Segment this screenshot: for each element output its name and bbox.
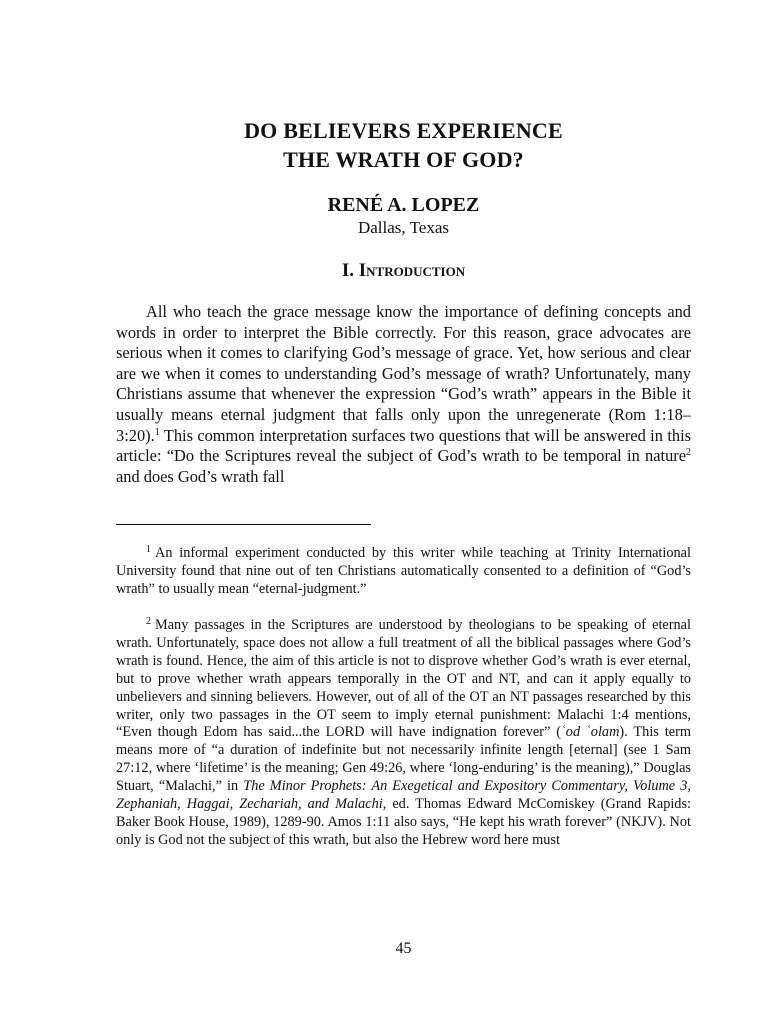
footnote-ref-1[interactable]: 1 — [154, 426, 160, 438]
body-text-part-3: and does God’s wrath fall — [116, 466, 285, 486]
article-title — [116, 116, 691, 174]
footnote-divider — [116, 524, 371, 525]
section-heading — [116, 259, 691, 283]
footnote-2-text-c: , ed. Thomas Edward McComiskey (Grand Rapids: Baker Book House, 1989), 1289-90. Amos 1:11 also says, “He kept his wrath forever” (NKJV). Not only is God not the subject of this wrath, but also the Hebrew word here must — [116, 796, 691, 848]
title-line-1: DO BELIEVERS EXPERIENCE — [244, 118, 563, 143]
footnote-2 — [116, 617, 691, 850]
footnote-1 — [116, 545, 691, 599]
body-text-part-1: All who teach the grace message know the importance of defining concepts and words in order to interpret the Bible correctly. For this reason, grace advocates are serious when it comes to clarifying God’s message of grace. Yet, how serious and clear are we when it comes to understanding God’s message of wrath? Unfortunately, many Christians assume that whenever the expression “God’s wrath” appears in the Bible it usually means eternal judgment that falls only upon the unregenerate (Rom 1:18–3:20). — [116, 302, 691, 445]
footnote-ref-2[interactable]: 2 — [686, 447, 691, 459]
page-number: 45 — [395, 940, 412, 957]
body-text-part-2: This common interpretation surfaces two questions that will be answered in this article: “Do the Scriptures reveal the subject of God’s wrath to be temporal in nature — [116, 425, 691, 466]
footnote-1-text: An informal experiment conducted by this writer while teaching at Trinity International University found that nine out of ten Christians automatically consented to a definition of “God’s wrath” to usually mean “eternal-judgment.” — [116, 545, 691, 597]
section-title: Introduction — [358, 260, 466, 281]
section-number: I. — [341, 260, 359, 281]
body-paragraph — [116, 302, 691, 487]
footnote-1-number: 1 — [146, 544, 151, 555]
author-location: Dallas, Texas — [357, 218, 450, 237]
title-line-2: THE WRATH OF GOD? — [283, 147, 524, 172]
footnote-2-hebrew-term: ʿod ʿolam — [561, 724, 620, 741]
footnote-2-book-title: The Minor Prophets: An Exegetical and Expository Commentary, Volume 3, Zephaniah, Haggai, Zechariah, and Malachi — [116, 778, 691, 813]
author-name: RENÉ A. LOPEZ — [327, 194, 480, 216]
footnote-2-text-b: ). This term means more of “a duration of indefinite but not necessarily infinite length [eternal] (see 1 Sam 27:12, where ‘lifetime’ is the meaning; Gen 49:26, where ‘long-enduring’ is the meaning),” Douglas Stuart, “Malachi,” in — [116, 724, 692, 795]
footnote-2-text-a: Many passages in the Scriptures are understood by theologians to be speaking of eternal wrath. Unfortunately, space does not allow a full treatment of all the biblical passages where God’s wrath is found. Hence, the aim of this article is not to disprove whether God’s wrath is ever eternal, but to prove whether wrath appears temporally in the OT and NT, and can it apply equally to unbelievers and sinning believers. However, out of all of the OT an NT passages researched by this writer, only two passages in the OT seem to imply eternal punishment: Malachi 1:4 mentions, “Even though Edom has said...the LORD will have indignation forever” ( — [116, 617, 691, 741]
footnote-2-number: 2 — [146, 616, 151, 627]
